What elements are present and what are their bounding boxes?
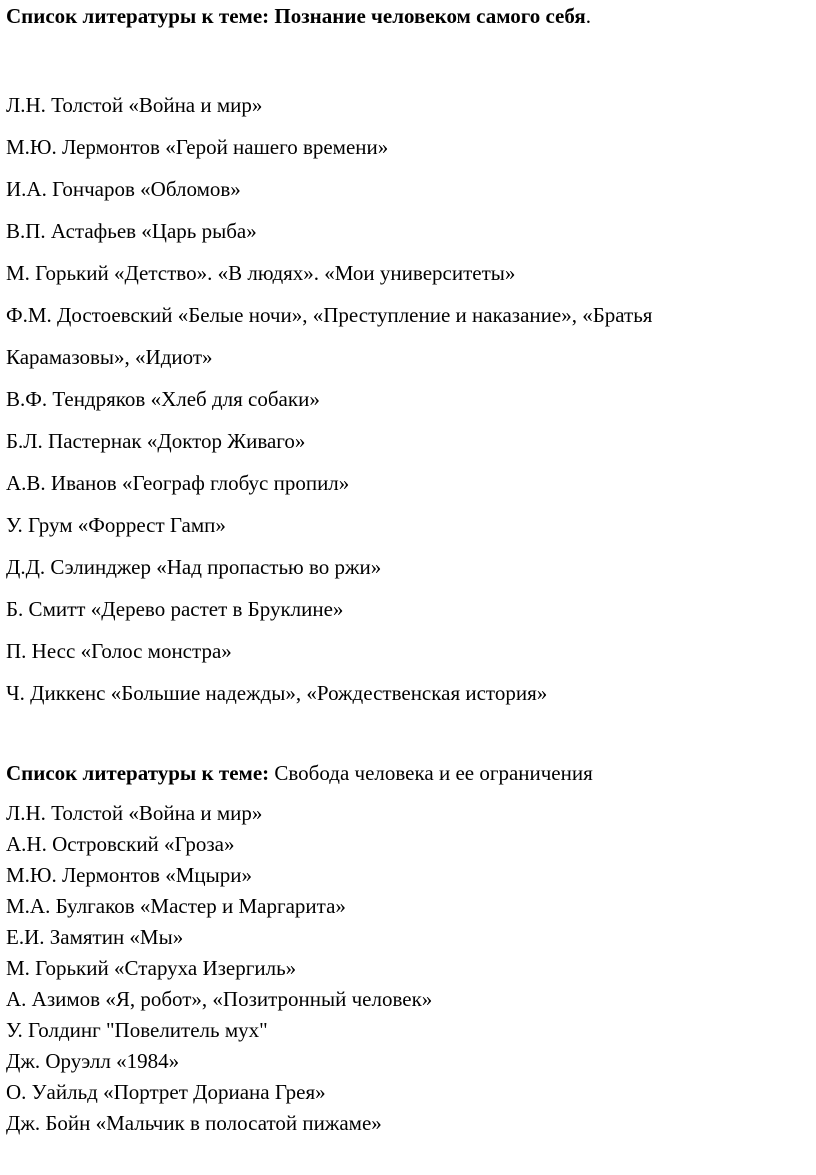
list-item: А.Н. Островский «Гроза» — [6, 832, 235, 856]
list-item: Б. Смитт «Дерево растет в Бруклине» — [6, 597, 344, 621]
list-item: Б.Л. Пастернак «Доктор Живаго» — [6, 429, 306, 453]
list-item: Е.И. Замятин «Мы» — [6, 925, 184, 949]
list-item: Карамазовы», «Идиот» — [6, 345, 213, 369]
list-item: Л.Н. Толстой «Война и мир» — [6, 93, 263, 117]
list-item: Ф.М. Достоевский «Белые ночи», «Преступление и наказание», «Братья — [6, 303, 653, 327]
section-2-heading-tail: Свобода человека и ее ограничения — [269, 761, 593, 785]
section-2-heading — [6, 760, 593, 786]
list-item: В.Ф. Тендряков «Хлеб для собаки» — [6, 387, 320, 411]
list-item: У. Грум «Форрест Гамп» — [6, 513, 226, 537]
section-1-heading-tail: . — [585, 4, 591, 28]
section-1-book-list — [6, 84, 652, 714]
list-item: М.Ю. Лермонтов «Мцыри» — [6, 863, 252, 887]
list-item: Дж. Оруэлл «1984» — [6, 1049, 180, 1073]
list-item: Дж. Бойн «Мальчик в полосатой пижаме» — [6, 1111, 382, 1135]
list-item: О. Уайльд «Портрет Дориана Грея» — [6, 1080, 326, 1104]
list-item: П. Несс «Голос монстра» — [6, 639, 232, 663]
list-item: В.П. Астафьев «Царь рыба» — [6, 219, 257, 243]
list-item: И.А. Гончаров «Обломов» — [6, 177, 241, 201]
list-item: Л.Н. Толстой «Война и мир» — [6, 801, 263, 825]
list-item: А. Азимов «Я, робот», «Позитронный человек» — [6, 987, 433, 1011]
list-item: М.А. Булгаков «Мастер и Маргарита» — [6, 894, 346, 918]
list-item: Д.Д. Сэлинджер «Над пропастью во ржи» — [6, 555, 382, 579]
list-item: М.Ю. Лермонтов «Герой нашего времени» — [6, 135, 389, 159]
list-item: А.В. Иванов «Географ глобус пропил» — [6, 471, 350, 495]
list-item: Ч. Диккенс «Большие надежды», «Рождественская история» — [6, 681, 548, 705]
list-item: У. Голдинг "Повелитель мух" — [6, 1018, 268, 1042]
list-item: М. Горький «Детство». «В людях». «Мои университеты» — [6, 261, 516, 285]
section-2-book-list — [6, 798, 432, 1139]
section-1-heading — [6, 3, 591, 29]
section-2-heading-bold: Список литературы к теме: — [6, 761, 270, 785]
list-item: М. Горький «Старуха Изергиль» — [6, 956, 297, 980]
section-1-heading-bold: Список литературы к теме: Познание человеком самого себя — [6, 4, 586, 28]
